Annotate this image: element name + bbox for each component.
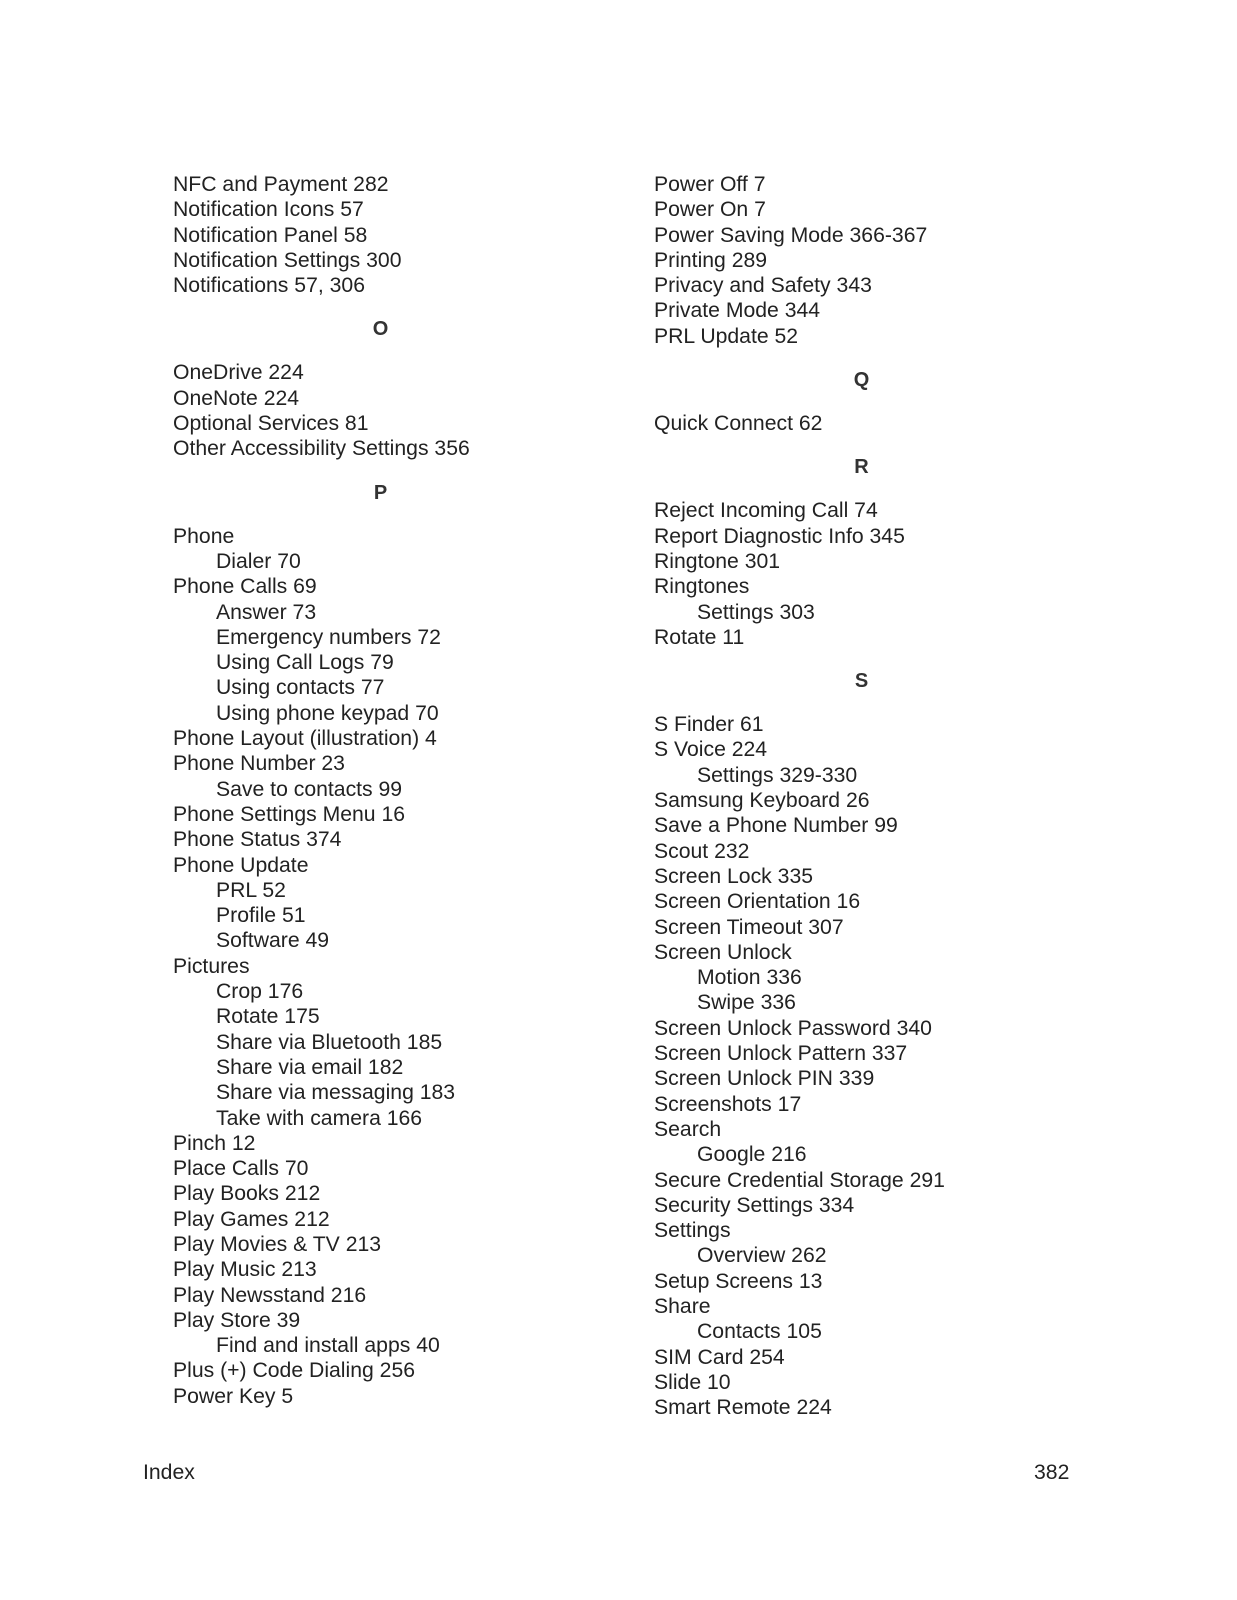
index-subentry: Using Call Logs 79	[216, 651, 394, 675]
entries-p	[173, 524, 588, 1409]
section-letter-p: P	[373, 481, 388, 504]
index-entry: Quick Connect 62	[654, 412, 823, 436]
index-subentry: Share via Bluetooth 185	[216, 1030, 443, 1054]
index-entry: Play Movies & TV 213	[173, 1232, 382, 1256]
index-entry: Phone Layout (illustration) 4	[173, 727, 437, 751]
index-entry: Screenshots 17	[654, 1092, 802, 1116]
index-entry: Screen Unlock Password 340	[654, 1016, 932, 1040]
index-entry: OneDrive 224	[173, 361, 304, 385]
index-entry: Screen Lock 335	[654, 864, 814, 888]
index-entry: Ringtones	[654, 575, 750, 599]
index-entry: Plus (+) Code Dialing 256	[173, 1359, 416, 1383]
index-entry: Rotate 11	[654, 625, 745, 649]
index-entry: Power Off 7	[654, 173, 766, 196]
index-subentry: Settings 329-330	[697, 763, 858, 787]
index-entry: Place Calls 70	[173, 1157, 309, 1181]
index-entry: Phone Update	[173, 853, 309, 877]
index-entry: Settings	[654, 1219, 731, 1243]
section-letter-r: R	[854, 456, 869, 479]
index-entry: Privacy and Safety 343	[654, 274, 872, 298]
index-entry: S Finder 61	[654, 713, 764, 737]
index-subentry: Share via messaging 183	[216, 1081, 456, 1105]
footer-section-title: Index	[143, 1461, 195, 1484]
section-letter-s: S	[854, 670, 869, 693]
index-subentry: Using contacts 77	[216, 676, 385, 700]
index-entry: Screen Unlock Pattern 337	[654, 1042, 908, 1066]
index-entry: Play Newsstand 216	[173, 1283, 367, 1307]
index-entry: Phone Number 23	[173, 752, 345, 776]
index-entry: Play Store 39	[173, 1308, 301, 1332]
index-subentry: Emergency numbers 72	[216, 625, 441, 649]
index-entry: Notification Settings 300	[173, 248, 402, 272]
index-entry: Notifications 57, 306	[173, 274, 365, 298]
index-entry: Optional Services 81	[173, 412, 369, 436]
index-entry: Printing 289	[654, 248, 768, 272]
index-entry: Report Diagnostic Info 345	[654, 524, 905, 548]
index-entry: Ringtone 301	[654, 549, 781, 573]
index-subentry: Save to contacts 99	[216, 777, 403, 801]
entries-n	[173, 172, 588, 298]
entries-q	[654, 411, 1094, 436]
index-subentry: Find and install apps 40	[216, 1334, 440, 1358]
index-column-right	[654, 172, 1094, 1420]
index-entry: Samsung Keyboard 26	[654, 789, 870, 813]
index-entry: Screen Timeout 307	[654, 915, 844, 939]
index-entry: Share	[654, 1294, 711, 1318]
index-entry: Screen Unlock	[654, 940, 792, 964]
index-entry: NFC and Payment 282	[173, 173, 389, 196]
index-entry: Secure Credential Storage 291	[654, 1168, 945, 1192]
index-entry: Private Mode 344	[654, 299, 821, 323]
index-subentry: Overview 262	[697, 1244, 827, 1268]
index-entry: Play Games 212	[173, 1207, 330, 1231]
index-entry: Reject Incoming Call 74	[654, 499, 878, 523]
index-entry: Power On 7	[654, 198, 766, 222]
index-entry: Slide 10	[654, 1370, 731, 1394]
index-entry: SIM Card 254	[654, 1345, 785, 1369]
index-entry: Screen Unlock PIN 339	[654, 1067, 875, 1091]
index-subentry: PRL 52	[216, 878, 286, 902]
index-entry: Power Saving Mode 366-367	[654, 223, 928, 247]
index-entry: Search	[654, 1117, 722, 1141]
index-subentry: Motion 336	[697, 966, 802, 990]
index-entry: Play Books 212	[173, 1182, 321, 1206]
index-column-left	[173, 172, 588, 1409]
index-subentry: Answer 73	[216, 600, 317, 624]
index-entry: Phone	[173, 524, 235, 548]
index-entry: Pictures	[173, 954, 250, 978]
index-entry: S Voice 224	[654, 738, 768, 762]
index-entry: Save a Phone Number 99	[654, 814, 898, 838]
index-entry: PRL Update 52	[654, 324, 799, 348]
index-subentry: Share via email 182	[216, 1055, 404, 1079]
index-entry: Power Key 5	[173, 1384, 294, 1408]
section-letter-q: Q	[853, 369, 870, 392]
entries-r	[654, 498, 1094, 650]
entries-s	[654, 712, 1094, 1420]
index-subentry: Software 49	[216, 929, 330, 953]
index-entry: Pinch 12	[173, 1131, 256, 1155]
index-entry: Scout 232	[654, 839, 750, 863]
index-subentry: Swipe 336	[697, 991, 796, 1015]
section-letter-o: O	[372, 318, 389, 341]
index-subentry: Rotate 175	[216, 1005, 320, 1029]
index-subentry: Profile 51	[216, 904, 306, 928]
index-entry: Phone Calls 69	[173, 575, 317, 599]
index-entry: Other Accessibility Settings 356	[173, 437, 470, 461]
index-entry: Security Settings 334	[654, 1193, 855, 1217]
index-entry: Setup Screens 13	[654, 1269, 823, 1293]
index-entry: Smart Remote 224	[654, 1396, 832, 1420]
entries-p-continued	[654, 172, 1094, 349]
index-entry: Phone Status 374	[173, 828, 342, 852]
index-subentry: Dialer 70	[216, 549, 301, 573]
index-subentry: Crop 176	[216, 980, 304, 1004]
index-subentry: Using phone keypad 70	[216, 701, 439, 725]
index-subentry: Take with camera 166	[216, 1106, 423, 1130]
index-entry: OneNote 224	[173, 386, 300, 410]
index-entry: Notification Panel 58	[173, 223, 368, 247]
footer-page-number: 382	[1034, 1461, 1070, 1484]
index-entry: Play Music 213	[173, 1258, 317, 1282]
index-entry: Screen Orientation 16	[654, 890, 861, 914]
entries-o	[173, 360, 588, 461]
index-entry: Notification Icons 57	[173, 198, 364, 222]
index-subentry: Settings 303	[697, 600, 815, 624]
index-subentry: Contacts 105	[697, 1320, 822, 1344]
index-subentry: Google 216	[697, 1143, 807, 1167]
index-entry: Phone Settings Menu 16	[173, 802, 406, 826]
